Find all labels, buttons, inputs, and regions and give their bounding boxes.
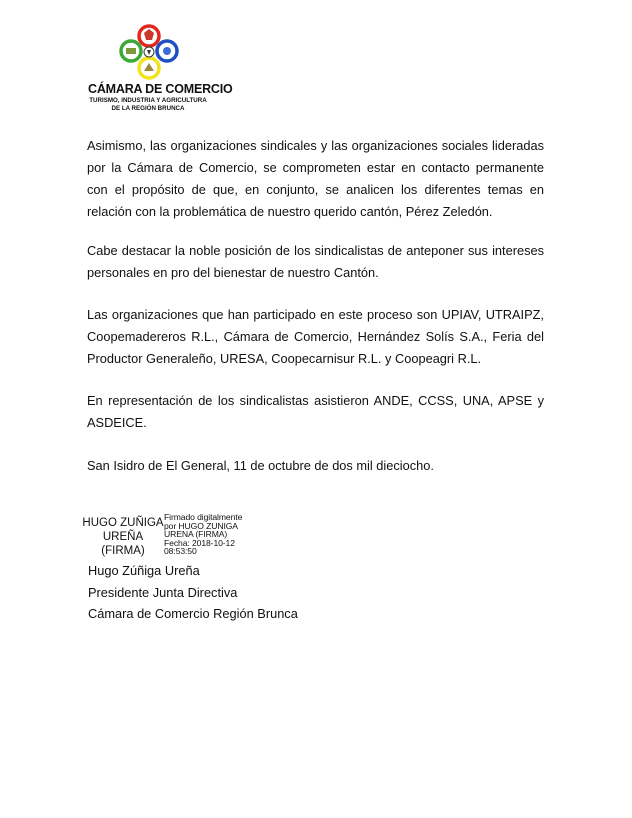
org-subtitle <box>89 97 207 113</box>
digital-signature-name <box>80 516 166 558</box>
signature-name-line-3: (FIRMA) <box>101 545 145 557</box>
org-subtitle-line-2: DE LA REGIÓN BRUNCA <box>111 105 185 112</box>
signature-name-line-1: HUGO ZUÑIGA <box>82 517 164 529</box>
paragraph-union-representatives: En representación de los sindicalistas asistieron ANDE, CCSS, UNA, APSE y ASDEICE. <box>87 393 544 430</box>
chamber-of-commerce-logo-icon <box>116 24 184 82</box>
digital-signature-details <box>164 513 242 556</box>
signature-detail-4: Fecha: 2018-10-12 <box>164 537 235 548</box>
paragraph-participants: Las organizaciones que han participado en este proceso son UPIAV, UTRAIPZ, Coopemadereros R.L., Cámara de Comercio, Hernández Solís S.A., Feria del Productor Generaleño, URESA, Coopecarnisur R.L. y Coopeagri R.L. <box>87 307 544 366</box>
paragraph-union-position: Cabe destacar la noble posición de los sindicalistas de anteponer sus intereses personales en pro del bienestar de nuestro Cantón. <box>87 243 544 280</box>
signature-detail-5: 08:53:50 <box>164 546 197 557</box>
signer-organization: Cámara de Comercio Región Brunca <box>88 606 298 621</box>
signature-detail-3: URENA (FIRMA) <box>164 529 228 540</box>
paragraph-commitment: Asimismo, las organizaciones sindicales y las organizaciones sociales lideradas por la Cámara de Comercio, se comprometen estar en contacto permanente con el propósito de que, en conjunto, se analicen los diferentes temas en relación con la problemática de nuestro querido cantón, Pérez Zeledón. <box>87 138 544 219</box>
signature-detail-2: por HUGO ZUNIGA <box>164 520 238 531</box>
signer-role: Presidente Junta Directiva <box>88 585 238 600</box>
signature-detail-1: Firmado digitalmente <box>164 512 243 522</box>
signature-name-line-2: UREÑA <box>102 531 144 543</box>
org-name: CÁMARA DE COMERCIO <box>88 82 233 96</box>
org-subtitle-line-1: TURISMO, INDUSTRIA Y AGRICULTURA <box>89 97 207 104</box>
letterhead-logo <box>86 24 233 120</box>
paragraph-place-date: San Isidro de El General, 11 de octubre de dos mil dieciocho. <box>87 458 434 473</box>
signer-name: Hugo Zúñiga Ureña <box>88 563 200 578</box>
